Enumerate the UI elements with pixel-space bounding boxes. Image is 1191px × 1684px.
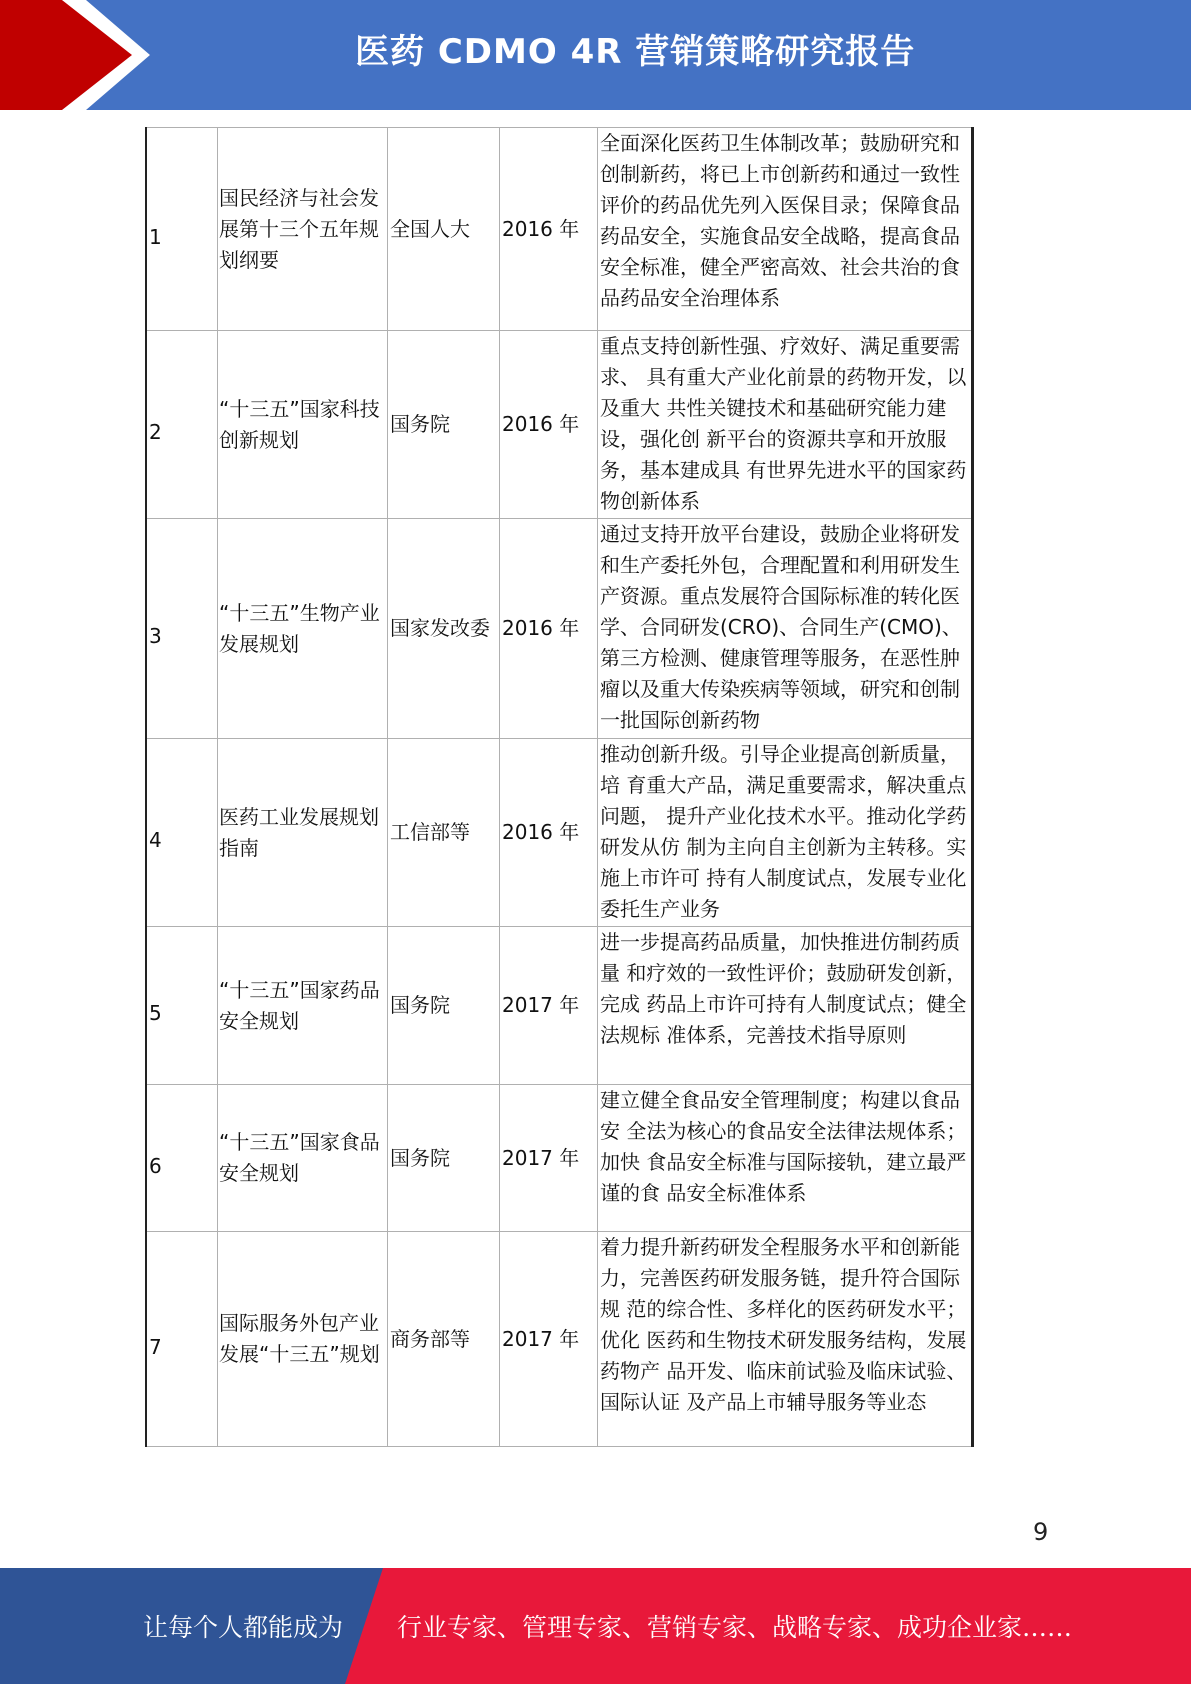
table-row bbox=[147, 331, 971, 519]
issue-year: 2016 年 bbox=[502, 616, 580, 640]
issuing-body: 国务院 bbox=[390, 1145, 450, 1170]
issuing-body: 工信部等 bbox=[390, 820, 470, 844]
issue-year: 2016 年 bbox=[502, 820, 580, 844]
row-number: 6 bbox=[149, 1153, 162, 1178]
issuing-body-cell bbox=[388, 1085, 500, 1231]
issue-year-cell bbox=[500, 128, 598, 330]
row-number: 3 bbox=[149, 624, 162, 648]
policy-description-cell bbox=[598, 1232, 974, 1446]
row-number: 7 bbox=[149, 1334, 162, 1359]
issue-year-cell bbox=[500, 331, 598, 518]
row-number-cell bbox=[147, 519, 218, 738]
policy-description: 推动创新升级。引导企业提高创新质量，培 育重大产品，满足重要需求，解决重点问题， 提升产业化技术水平。推动化学药研发从仿 制为主向自主创新为主转移。实施上市许可 持有人制度试点，发展专业化委托生产业务 bbox=[600, 742, 967, 921]
issue-year: 2017 年 bbox=[502, 993, 580, 1017]
policy-description: 进一步提高药品质量，加快推进仿制药质量 和疗效的一致性评价；鼓励研发创新，完成 药品上市许可持有人制度试点；健全法规标 准体系，完善技术指导原则 bbox=[600, 930, 967, 1047]
issuing-body: 国务院 bbox=[390, 412, 450, 436]
policy-name: 国民经济与社会发展第十三个五年规划纲要 bbox=[219, 185, 379, 272]
policy-name: 国际服务外包产业发展“十三五”规划 bbox=[219, 1311, 380, 1366]
page-footer bbox=[0, 1568, 1191, 1684]
policy-name: “十三五”国家药品安全规划 bbox=[219, 977, 380, 1033]
row-number-cell bbox=[147, 739, 218, 926]
policy-description: 重点支持创新性强、疗效好、满足重要需求、 具有重大产业化前景的药物开发，以及重大 共性关键技术和基础研究能力建设，强化创 新平台的资源共享和开放服务，基本建成具 有世界先进水平的国家药物创新体系 bbox=[600, 334, 967, 513]
issue-year-cell bbox=[500, 519, 598, 738]
policy-description-cell bbox=[598, 927, 974, 1084]
table-row bbox=[147, 127, 971, 331]
issue-year: 2016 年 bbox=[502, 412, 580, 436]
row-number-cell bbox=[147, 1232, 218, 1446]
policy-description-cell bbox=[598, 1085, 974, 1231]
issuing-body-cell bbox=[388, 331, 500, 518]
issuing-body: 全国人大 bbox=[390, 216, 470, 241]
policy-description: 建立健全食品安全管理制度；构建以食品安 全法为核心的食品安全法律法规体系；加快 食品安全标准与国际接轨，建立最严谨的食 品安全标准体系 bbox=[600, 1088, 967, 1205]
policy-name-cell bbox=[218, 331, 388, 518]
issuing-body-cell bbox=[388, 1232, 500, 1446]
issuing-body-cell bbox=[388, 519, 500, 738]
policy-name-cell bbox=[218, 739, 388, 926]
table-row bbox=[147, 927, 971, 1085]
issuing-body: 国家发改委 bbox=[390, 616, 490, 640]
issuing-body: 国务院 bbox=[390, 993, 450, 1017]
row-number-cell bbox=[147, 331, 218, 518]
issue-year-cell bbox=[500, 1085, 598, 1231]
issue-year-cell bbox=[500, 927, 598, 1084]
table-row bbox=[147, 1085, 971, 1232]
page-number: 9 bbox=[1033, 1518, 1049, 1546]
policy-description-cell bbox=[598, 739, 974, 926]
report-title: 医药 CDMO 4R 营销策略研究报告 bbox=[355, 32, 916, 72]
policy-description-cell bbox=[598, 128, 974, 330]
policy-name-cell bbox=[218, 519, 388, 738]
row-number: 5 bbox=[149, 1001, 162, 1025]
issue-year-cell bbox=[500, 1232, 598, 1446]
issue-year-cell bbox=[500, 739, 598, 926]
row-number-cell bbox=[147, 128, 218, 330]
row-number: 4 bbox=[149, 828, 162, 852]
policy-name: 医药工业发展规划指南 bbox=[219, 804, 379, 860]
policy-name-cell bbox=[218, 1232, 388, 1446]
issuing-body: 商务部等 bbox=[390, 1326, 470, 1351]
policy-name: “十三五”生物产业发展规划 bbox=[219, 600, 380, 656]
row-number-cell bbox=[147, 1085, 218, 1231]
issuing-body-cell bbox=[388, 128, 500, 330]
policy-name-cell bbox=[218, 927, 388, 1084]
issuing-body-cell bbox=[388, 927, 500, 1084]
table-row bbox=[147, 739, 971, 927]
policy-table bbox=[145, 127, 974, 1447]
issue-year: 2017 年 bbox=[502, 1145, 580, 1170]
footer-slogan-left: 让每个人都能成为 bbox=[143, 1613, 344, 1642]
policy-description-cell bbox=[598, 519, 974, 738]
policy-name-cell bbox=[218, 1085, 388, 1231]
policy-name: “十三五”国家食品安全规划 bbox=[219, 1130, 380, 1185]
table-row bbox=[147, 1232, 971, 1447]
policy-description: 全面深化医药卫生体制改革；鼓励研究和 创制新药，将已上市创新药和通过一致性 评价的药品优先列入医保目录；保障食品 药品安全，实施食品安全战略，提高食品 安全标准，健全严密高效、社会共治的食 品药品安全治理体系 bbox=[600, 131, 960, 310]
row-number: 1 bbox=[149, 224, 162, 249]
policy-name-cell bbox=[218, 128, 388, 330]
policy-name: “十三五”国家科技创新规划 bbox=[219, 396, 380, 452]
issuing-body-cell bbox=[388, 739, 500, 926]
page-header bbox=[0, 0, 1191, 110]
issue-year: 2017 年 bbox=[502, 1326, 580, 1351]
policy-description: 着力提升新药研发全程服务水平和创新能 力，完善医药研发服务链，提升符合国际规 范的综合性、多样化的医药研发水平；优化 医药和生物技术研发服务结构，发展药物产 品开发、临床前试验及临床试验、国际认证 及产品上市辅导服务等业态 bbox=[600, 1235, 967, 1414]
row-number: 2 bbox=[149, 420, 162, 444]
footer-slogan-right: 行业专家、管理专家、营销专家、战略专家、成功企业家…… bbox=[397, 1613, 1073, 1642]
row-number-cell bbox=[147, 927, 218, 1084]
table-row bbox=[147, 519, 971, 739]
policy-description-cell bbox=[598, 331, 974, 518]
policy-description: 通过支持开放平台建设，鼓励企业将研发 和生产委托外包，合理配置和利用研发生 产资源。重点发展符合国际标准的转化医 学、合同研发(CRO)、合同生产(CMO)、 第三方检测、健康管理等服务，在恶性肿 瘤以及重大传染疾病等领域，研究和创制 一批国际创新药物 bbox=[600, 522, 962, 732]
issue-year: 2016 年 bbox=[502, 216, 580, 241]
